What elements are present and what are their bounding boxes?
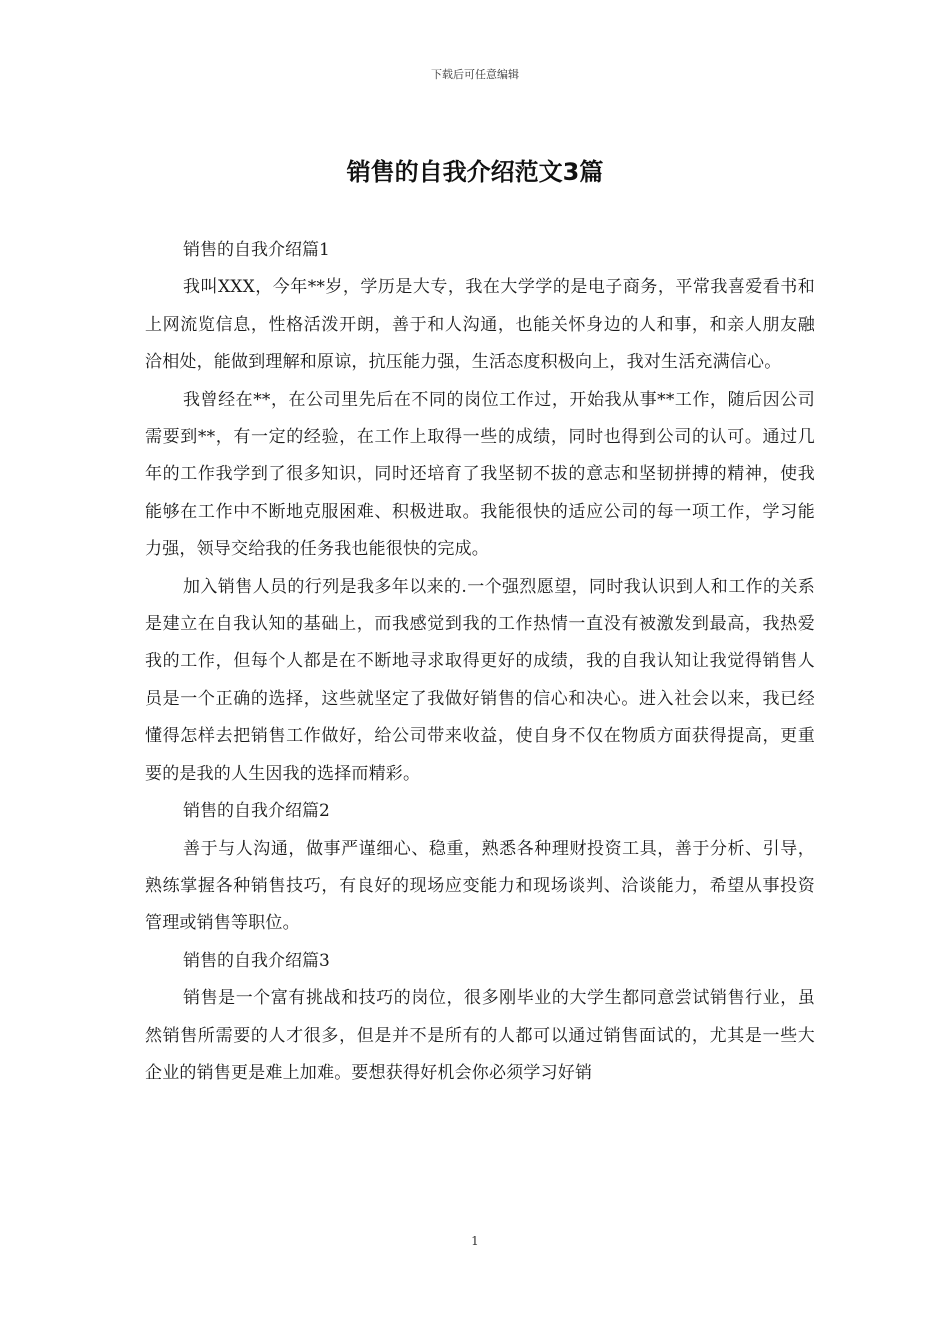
paragraph-1-1: 我叫XXX，今年**岁，学历是大专，我在大学学的是电子商务，平常我喜爱看书和上网流览信息，性格活泼开朗，善于和人沟通，也能关怀身边的人和事，和亲人朋友融洽相处，能做到理解和原谅，抗压能力强，生活态度积极向上，我对生活充满信心。 bbox=[145, 277, 815, 373]
document-body bbox=[145, 232, 815, 1092]
paragraph-1-2: 我曾经在**，在公司里先后在不同的岗位工作过，开始我从事**工作，随后因公司需要到**，有一定的经验，在工作上取得一些的成绩，同时也得到公司的认可。通过几年的工作我学到了很多知识，同时还培育了我坚韧不拔的意志和坚韧拼搏的精神，使我能够在工作中不断地克服困难、积极进取。我能很快的适应公司的每一项工作，学习能力强，领导交给我的任务我也能很快的完成。 bbox=[145, 389, 815, 560]
section-heading-2: 销售的自我介绍篇2 bbox=[183, 801, 330, 822]
paragraph-1-3: 加入销售人员的行列是我多年以来的.一个强烈愿望，同时我认识到人和工作的关系是建立在自我认知的基础上，而我感觉到我的工作热情一直没有被激发到最高，我热爱我的工作，但每个人都是在不断地寻求取得更好的成绩，我的自我认知让我觉得销售人员是一个正确的选择，这些就坚定了我做好销售的信心和决心。进入社会以来，我已经懂得怎样去把销售工作做好，给公司带来收益，使自身不仅在物质方面获得提高，更重要的是我的人生因我的选择而精彩。 bbox=[145, 576, 815, 784]
paragraph-3-1: 销售是一个富有挑战和技巧的岗位，很多刚毕业的大学生都同意尝试销售行业，虽然销售所需要的人才很多，但是并不是所有的人都可以通过销售面试的，尤其是一些大企业的销售更是难上加难。要想获得好机会你必须学习好销 bbox=[145, 988, 815, 1083]
document-title: 销售的自我介绍范文3篇 bbox=[346, 158, 604, 186]
page-number: 1 bbox=[471, 1234, 479, 1248]
section-heading-3: 销售的自我介绍篇3 bbox=[183, 950, 330, 971]
paragraph-2-1: 善于与人沟通，做事严谨细心、稳重，熟悉各种理财投资工具，善于分析、引导，熟练掌握各种销售技巧，有良好的现场应变能力和现场谈判、洽谈能力，希望从事投资管理或销售等职位。 bbox=[145, 838, 815, 934]
section-heading-1: 销售的自我介绍篇1 bbox=[183, 240, 330, 260]
page-header-note: 下载后可任意编辑 bbox=[431, 68, 519, 81]
